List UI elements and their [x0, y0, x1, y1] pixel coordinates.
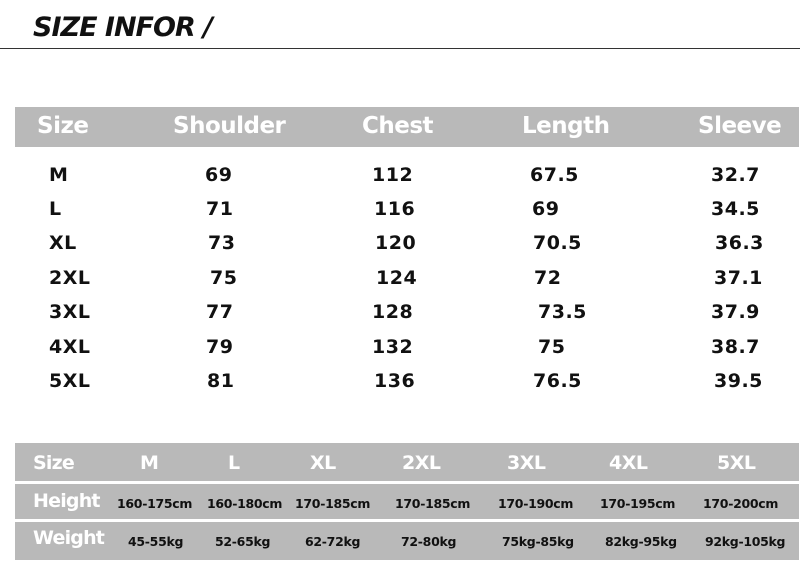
- fit-weight-3xl: 75kg-85kg: [502, 534, 574, 549]
- measure-table-header: [15, 107, 799, 147]
- cell-shoulder: 73: [208, 232, 236, 254]
- cell-length: 73.5: [538, 301, 587, 323]
- cell-size: L: [49, 198, 62, 220]
- table-row: [0, 370, 800, 400]
- fit-size-3xl: 3XL: [507, 452, 546, 474]
- cell-chest: 124: [376, 267, 418, 289]
- cell-sleeve: 39.5: [714, 370, 763, 392]
- table-row: [0, 336, 800, 366]
- cell-length: 69: [532, 198, 560, 220]
- cell-chest: 116: [374, 198, 416, 220]
- cell-size: 4XL: [49, 336, 91, 358]
- cell-length: 72: [534, 267, 562, 289]
- fit-height-4xl: 170-195cm: [600, 496, 676, 511]
- table-row: [0, 198, 800, 228]
- fit-size-5xl: 5XL: [717, 452, 756, 474]
- header-size: Size: [37, 113, 89, 139]
- cell-size: XL: [49, 232, 77, 254]
- cell-shoulder: 75: [210, 267, 238, 289]
- cell-chest: 132: [372, 336, 414, 358]
- header-chest: Chest: [362, 113, 434, 139]
- cell-size: 5XL: [49, 370, 91, 392]
- cell-chest: 136: [374, 370, 416, 392]
- cell-length: 76.5: [533, 370, 582, 392]
- fit-height-l: 160-180cm: [207, 496, 283, 511]
- fit-weight-5xl: 92kg-105kg: [705, 534, 786, 549]
- cell-shoulder: 77: [206, 301, 234, 323]
- fit-size-label: Size: [33, 452, 74, 474]
- cell-chest: 128: [372, 301, 414, 323]
- cell-sleeve: 37.1: [714, 267, 763, 289]
- cell-sleeve: 37.9: [711, 301, 760, 323]
- cell-size: M: [49, 164, 69, 186]
- fit-table-size-row: [15, 443, 799, 481]
- fit-size-m: M: [140, 452, 159, 474]
- fit-height-2xl: 170-185cm: [395, 496, 471, 511]
- cell-chest: 120: [375, 232, 417, 254]
- cell-size: 3XL: [49, 301, 91, 323]
- cell-sleeve: 36.3: [715, 232, 764, 254]
- fit-weight-xl: 62-72kg: [305, 534, 361, 549]
- fit-table-weight-row: [15, 522, 799, 560]
- fit-weight-label: Weight: [33, 527, 105, 549]
- cell-size: 2XL: [49, 267, 91, 289]
- title-divider: [0, 48, 800, 49]
- fit-weight-l: 52-65kg: [215, 534, 271, 549]
- fit-size-2xl: 2XL: [402, 452, 441, 474]
- fit-weight-2xl: 72-80kg: [401, 534, 457, 549]
- page-title: SIZE INFOR /: [33, 12, 213, 43]
- cell-shoulder: 69: [205, 164, 233, 186]
- cell-chest: 112: [372, 164, 414, 186]
- cell-length: 70.5: [533, 232, 582, 254]
- fit-weight-m: 45-55kg: [128, 534, 184, 549]
- cell-length: 75: [538, 336, 566, 358]
- cell-length: 67.5: [530, 164, 579, 186]
- table-row: [0, 164, 800, 194]
- cell-sleeve: 34.5: [711, 198, 760, 220]
- header-length: Length: [522, 113, 610, 139]
- header-sleeve: Sleeve: [698, 113, 782, 139]
- cell-shoulder: 81: [207, 370, 235, 392]
- cell-sleeve: 38.7: [711, 336, 760, 358]
- fit-size-l: L: [228, 452, 240, 474]
- table-row: [0, 267, 800, 297]
- fit-height-m: 160-175cm: [117, 496, 193, 511]
- fit-table-height-row: [15, 484, 799, 522]
- table-row: [0, 301, 800, 331]
- fit-weight-4xl: 82kg-95kg: [605, 534, 677, 549]
- fit-size-xl: XL: [310, 452, 336, 474]
- fit-size-4xl: 4XL: [609, 452, 648, 474]
- cell-shoulder: 79: [206, 336, 234, 358]
- table-row: [0, 232, 800, 262]
- fit-height-xl: 170-185cm: [295, 496, 371, 511]
- cell-sleeve: 32.7: [711, 164, 760, 186]
- cell-shoulder: 71: [206, 198, 234, 220]
- fit-height-5xl: 170-200cm: [703, 496, 779, 511]
- header-shoulder: Shoulder: [173, 113, 286, 139]
- fit-height-label: Height: [33, 490, 100, 512]
- fit-height-3xl: 170-190cm: [498, 496, 574, 511]
